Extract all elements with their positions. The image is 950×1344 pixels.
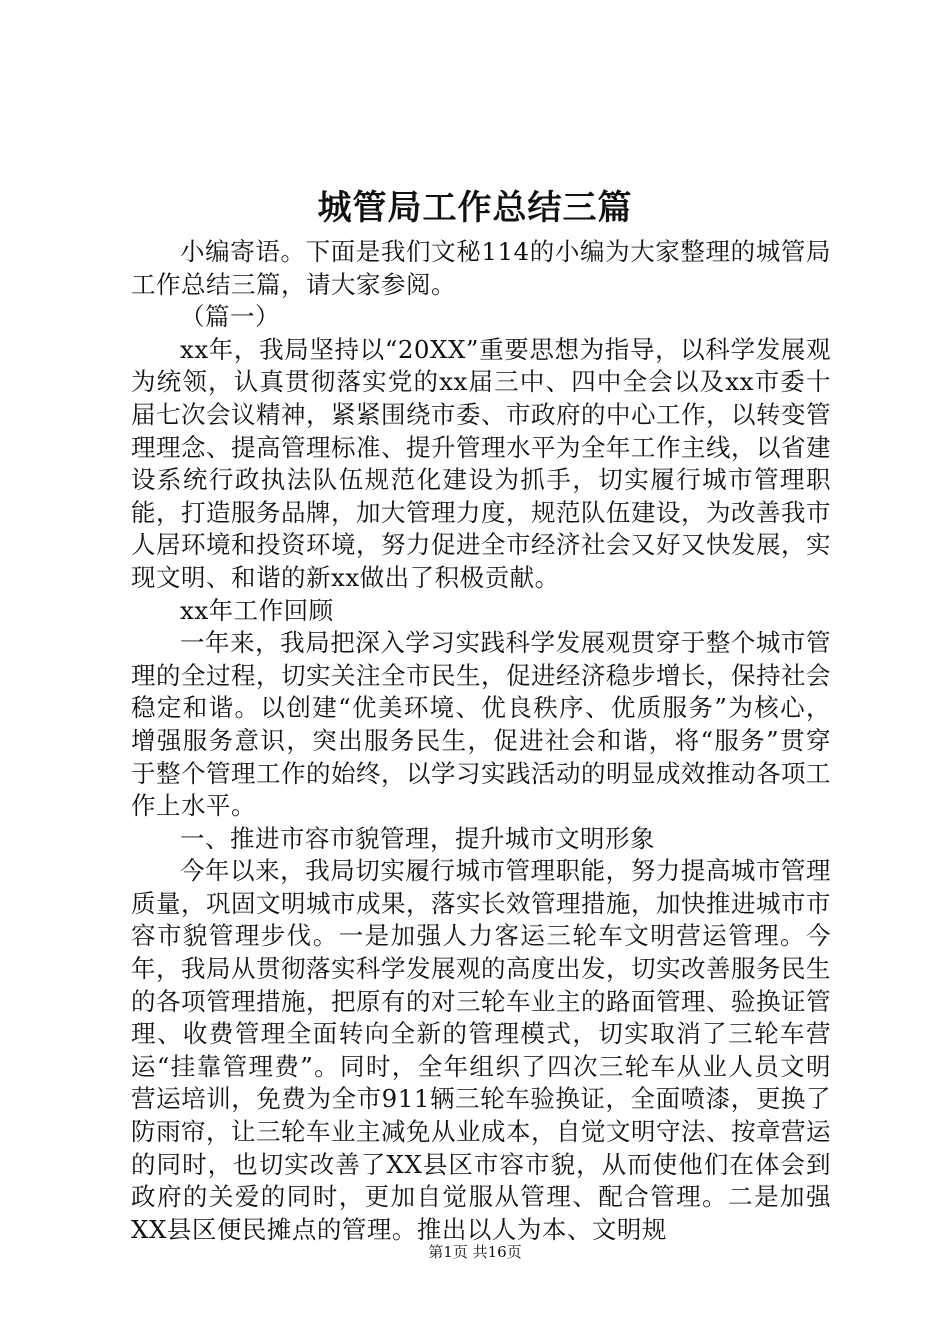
paragraph-city-management: 今年以来，我局切实履行城市管理职能，努力提高城市管理质量，巩固文明城市成果，落实长效管理措施，加快推进城市市容市貌管理步伐。一是加强人力客运三轮车文明营运管理。今年，我局从贯彻落实科学发展观的高度出发，切实改善服务民生的各项管理措施，把原有的对三轮车业主的路面管理、验换证管理、收费管理全面转向全新的管理模式，切实取消了三轮车营运“挂靠管理费”。同时，全年组织了四次三轮车从业人员文明营运培训，免费为全市911辆三轮车验换证，全面喷漆，更换了防雨帘，让三轮车业主减免从业成本，自觉文明守法、按章营运的同时，也切实改善了XX县区市容市貌，从而使他们在体会到政府的关爱的同时，更加自觉服从管理、配合管理。二是加强XX县区便民摊点的管理。推出以人为本、文明规 xyxy=(131,856,831,1244)
paragraph-review-heading: xx年工作回顾 xyxy=(180,595,334,625)
paragraph-section-label: （篇一） xyxy=(180,302,280,332)
document-title: 城管局工作总结三篇 xyxy=(317,188,633,228)
paragraph-review: 一年来，我局把深入学习实践科学发展观贯穿于整个城市管理的全过程，切实关注全市民生，促进经济稳步增长，保持社会稳定和谐。以创建“优美环境、优良秩序、优质服务”为核心，增强服务意识，突出服务民生，促进社会和谐，将“服务”贯穿于整个管理工作的始终，以学习实践活动的明显成效推动各项工作上水平。 xyxy=(131,628,831,821)
paragraph-overview: xx年，我局坚持以“20XX”重要思想为指导，以科学发展观为统领，认真贯彻落实党的xx届三中、四中全会以及xx市委十届七次会议精神，紧紧围绕市委、市政府的中心工作，以转变管理理念、提高管理标准、提升管理水平为全年工作主线，以省建设系统行政执法队伍规范化建设为抓手，切实履行城市管理职能，打造服务品牌，加大管理力度，规范队伍建设，为改善我市人居环境和投资环境，努力促进全市经济社会又好又快发展，实现文明、和谐的新xx做出了积极贡献。 xyxy=(131,334,831,592)
paragraph-heading-one: 一、推进市容市貌管理，提升城市文明形象 xyxy=(180,823,655,853)
paragraph-intro: 小编寄语。下面是我们文秘114的小编为大家整理的城管局工作总结三篇，请大家参阅。 xyxy=(131,237,831,299)
document-body xyxy=(131,236,831,1246)
page-number: 第1页 共16页 xyxy=(428,1243,522,1261)
